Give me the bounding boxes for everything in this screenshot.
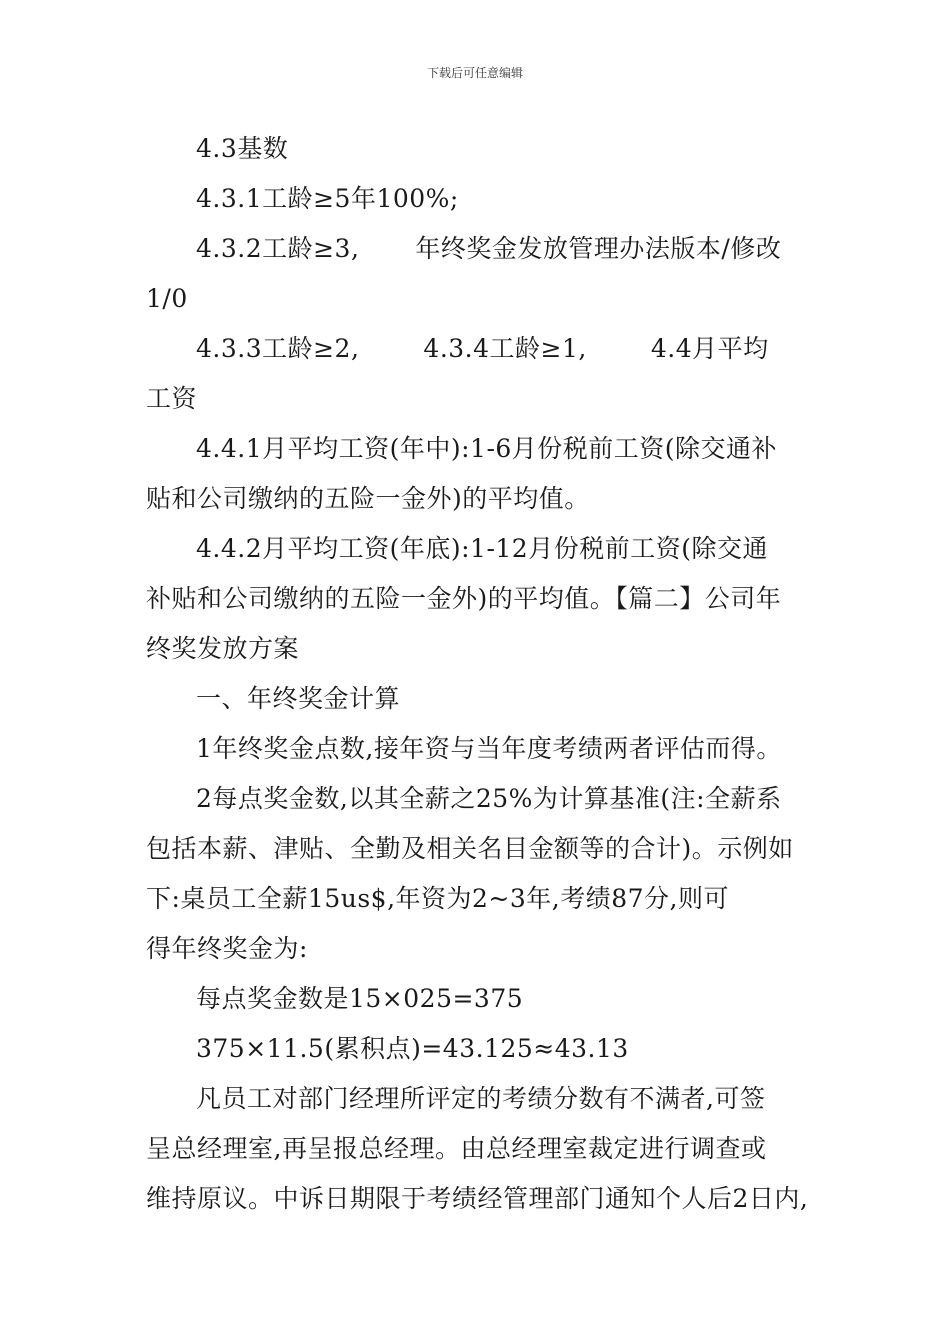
text-line: 下:桌员工全薪15us$,年资为2~3年,考绩87分,则可 <box>146 884 729 913</box>
text-segment: 4.3.4工龄≥1, <box>423 334 587 363</box>
text-line: 一、年终奖金计算 <box>196 684 401 713</box>
text-line: 375×11.5(累积点)=43.125≈43.13 <box>196 1034 629 1063</box>
text-line: 贴和公司缴纳的五险一金外)的平均值。 <box>146 484 590 513</box>
text-line: 包括本薪、津贴、全勤及相关名目金额等的合计)。示例如 <box>146 834 794 863</box>
text-line: 2每点奖金数,以其全薪之25%为计算基准(注:全薪系 <box>196 784 782 813</box>
text-line: 4.3.1工龄≥5年100%; <box>196 184 459 213</box>
text-segment: 4.3.3工龄≥2, <box>196 334 360 363</box>
text-line: 4.3基数 <box>196 134 289 163</box>
text-line: 呈总经理室,再呈报总经理。由总经理室裁定进行调查或 <box>146 1134 767 1163</box>
text-line <box>196 234 781 264</box>
text-line: 1年终奖金点数,接年资与当年度考绩两者评估而得。 <box>196 734 782 763</box>
text-segment: 年终奖金发放管理办法版本/修改 <box>415 234 782 263</box>
page-header-note: 下载后可任意编辑 <box>426 66 523 80</box>
text-line: 4.4.2月平均工资(年底):1-12月份税前工资(除交通 <box>196 534 768 563</box>
text-line: 1/0 <box>146 284 188 313</box>
text-line: 凡员工对部门经理所评定的考绩分数有不满者,可签 <box>196 1084 766 1113</box>
text-line <box>196 334 769 364</box>
text-line: 4.4.1月平均工资(年中):1-6月份税前工资(除交通补 <box>196 434 778 463</box>
text-line: 维持原议。中诉日期限于考绩经管理部门通知个人后2日内, <box>146 1184 809 1213</box>
text-segment: 4.4月平均 <box>650 334 769 363</box>
text-line: 终奖发放方案 <box>146 634 300 663</box>
text-line: 每点奖金数是15×025=375 <box>196 984 524 1013</box>
text-segment: 4.3.2工龄≥3, <box>196 234 360 263</box>
text-line: 工资 <box>146 384 198 413</box>
text-line: 得年终奖金为: <box>146 934 308 963</box>
text-line: 补贴和公司缴纳的五险一金外)的平均值。【篇二】公司年 <box>146 584 782 613</box>
